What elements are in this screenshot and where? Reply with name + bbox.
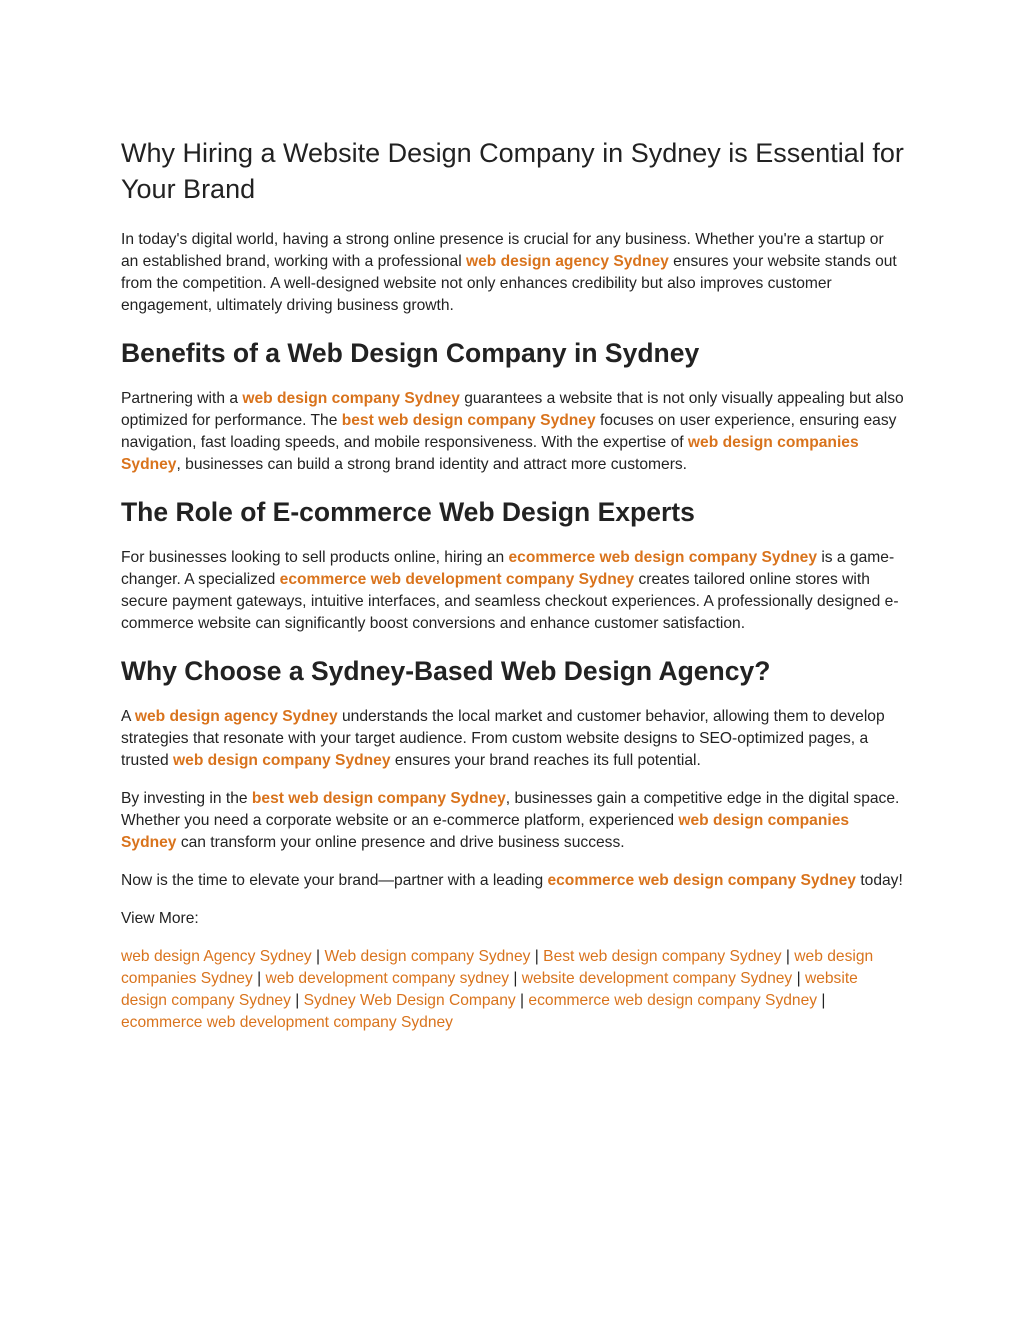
link-separator: | bbox=[311, 948, 325, 965]
ecommerce-paragraph bbox=[121, 547, 905, 635]
text-run: today! bbox=[855, 872, 903, 889]
text-run: By investing in the bbox=[121, 790, 252, 807]
link-separator: | bbox=[530, 948, 544, 965]
why-choose-paragraph-2 bbox=[121, 788, 905, 854]
text-run: focuses on user experience, ensuring easy navigation, fast loading speeds, and mobile responsiveness. With the expertise of bbox=[121, 412, 897, 451]
related-link-ecommerce-web-development-company-sydney[interactable]: ecommerce web development company Sydney bbox=[121, 1014, 453, 1031]
view-more-label: View More: bbox=[121, 910, 199, 927]
related-link-website-design-company-sydney[interactable]: website design company Sydney bbox=[121, 970, 858, 1009]
document-page bbox=[121, 135, 905, 1050]
text-run: is a game-changer. A specialized bbox=[121, 549, 895, 588]
section-heading-benefits: Benefits of a Web Design Company in Sydney bbox=[121, 338, 700, 368]
keyword-link-ecommerce-web-design-company-sydney[interactable]: ecommerce web design company Sydney bbox=[547, 872, 856, 889]
text-run: In today's digital world, having a strong online presence is crucial for any business. Whether you're a startup or an established brand, working with a professional bbox=[121, 231, 884, 270]
why-choose-paragraph-3 bbox=[121, 870, 905, 892]
keyword-link-web-design-agency-sydney[interactable]: web design agency Sydney bbox=[466, 253, 669, 270]
keyword-link-ecommerce-web-development-company-sydney[interactable]: ecommerce web development company Sydney bbox=[279, 571, 635, 588]
related-link-web-design-companies-sydney[interactable]: web design companies Sydney bbox=[121, 948, 874, 987]
text-run: , businesses can build a strong brand identity and attract more customers. bbox=[176, 456, 688, 473]
text-run: Partnering with a bbox=[121, 390, 243, 407]
section-heading-ecommerce: The Role of E-commerce Web Design Experts bbox=[121, 497, 695, 527]
link-separator: | bbox=[290, 992, 304, 1009]
link-separator: | bbox=[792, 970, 805, 987]
link-separator: | bbox=[509, 970, 522, 987]
related-link-ecommerce-web-design-company-sydney[interactable]: ecommerce web design company Sydney bbox=[528, 992, 818, 1009]
related-link-web-design-agency-sydney[interactable]: web design Agency Sydney bbox=[121, 948, 312, 965]
related-link-website-development-company-sydney[interactable]: website development company Sydney bbox=[521, 970, 793, 987]
related-link-web-design-company-sydney[interactable]: Web design company Sydney bbox=[324, 948, 531, 965]
text-run: Now is the time to elevate your brand—partner with a leading bbox=[121, 872, 548, 889]
text-run: guarantees a website that is not only visually appealing but also optimized for performance. The bbox=[121, 390, 904, 429]
page-title: Why Hiring a Website Design Company in Sydney is Essential for Your Brand bbox=[121, 138, 904, 204]
why-choose-paragraph-1 bbox=[121, 706, 905, 772]
related-link-sydney-web-design-company[interactable]: Sydney Web Design Company bbox=[303, 992, 516, 1009]
link-separator: | bbox=[515, 992, 529, 1009]
text-run: understands the local market and customer behavior, allowing them to develop strategies that resonate with your target audience. From custom website designs to SEO-optimized pages, a trusted bbox=[121, 708, 885, 769]
benefits-paragraph bbox=[121, 388, 905, 476]
text-run: creates tailored online stores with secure payment gateways, intuitive interfaces, and seamless checkout experiences. A professionally designed e-commerce website can significantly boost conversions and enhance customer satisfaction. bbox=[121, 571, 899, 632]
keyword-link-web-design-company-sydney[interactable]: web design company Sydney bbox=[173, 752, 391, 769]
keyword-link-best-web-design-company-sydney[interactable]: best web design company Sydney bbox=[251, 790, 506, 807]
keyword-link-web-design-companies-sydney[interactable]: web design companies Sydney bbox=[121, 434, 859, 473]
section-heading-why-choose: Why Choose a Sydney-Based Web Design Agency? bbox=[121, 656, 771, 686]
keyword-link-ecommerce-web-design-company-sydney[interactable]: ecommerce web design company Sydney bbox=[508, 549, 817, 566]
text-run: , businesses gain a competitive edge in the digital space. Whether you need a corporate website or an e-commerce platform, experienced bbox=[121, 790, 900, 829]
keyword-link-best-web-design-company-sydney[interactable]: best web design company Sydney bbox=[341, 412, 596, 429]
keyword-link-web-design-agency-sydney[interactable]: web design agency Sydney bbox=[134, 708, 338, 725]
text-run: can transform your online presence and drive business success. bbox=[176, 834, 625, 851]
related-link-best-web-design-company-sydney[interactable]: Best web design company Sydney bbox=[543, 948, 782, 965]
text-run: A bbox=[121, 708, 135, 725]
keyword-link-web-design-company-sydney[interactable]: web design company Sydney bbox=[242, 390, 460, 407]
link-separator: | bbox=[817, 992, 826, 1009]
link-separator: | bbox=[781, 948, 795, 965]
text-run: ensures your website stands out from the competition. A well-designed website not only enhances credibility but also improves customer engagement, ultimately driving business growth. bbox=[121, 253, 897, 314]
related-links-list bbox=[121, 946, 905, 1034]
keyword-link-web-design-companies-sydney[interactable]: web design companies Sydney bbox=[121, 812, 850, 851]
link-separator: | bbox=[252, 970, 266, 987]
text-run: ensures your brand reaches its full potential. bbox=[390, 752, 701, 769]
intro-paragraph bbox=[121, 229, 905, 317]
text-run: For businesses looking to sell products online, hiring an bbox=[121, 549, 509, 566]
related-link-web-development-company-sydney[interactable]: web development company sydney bbox=[265, 970, 510, 987]
